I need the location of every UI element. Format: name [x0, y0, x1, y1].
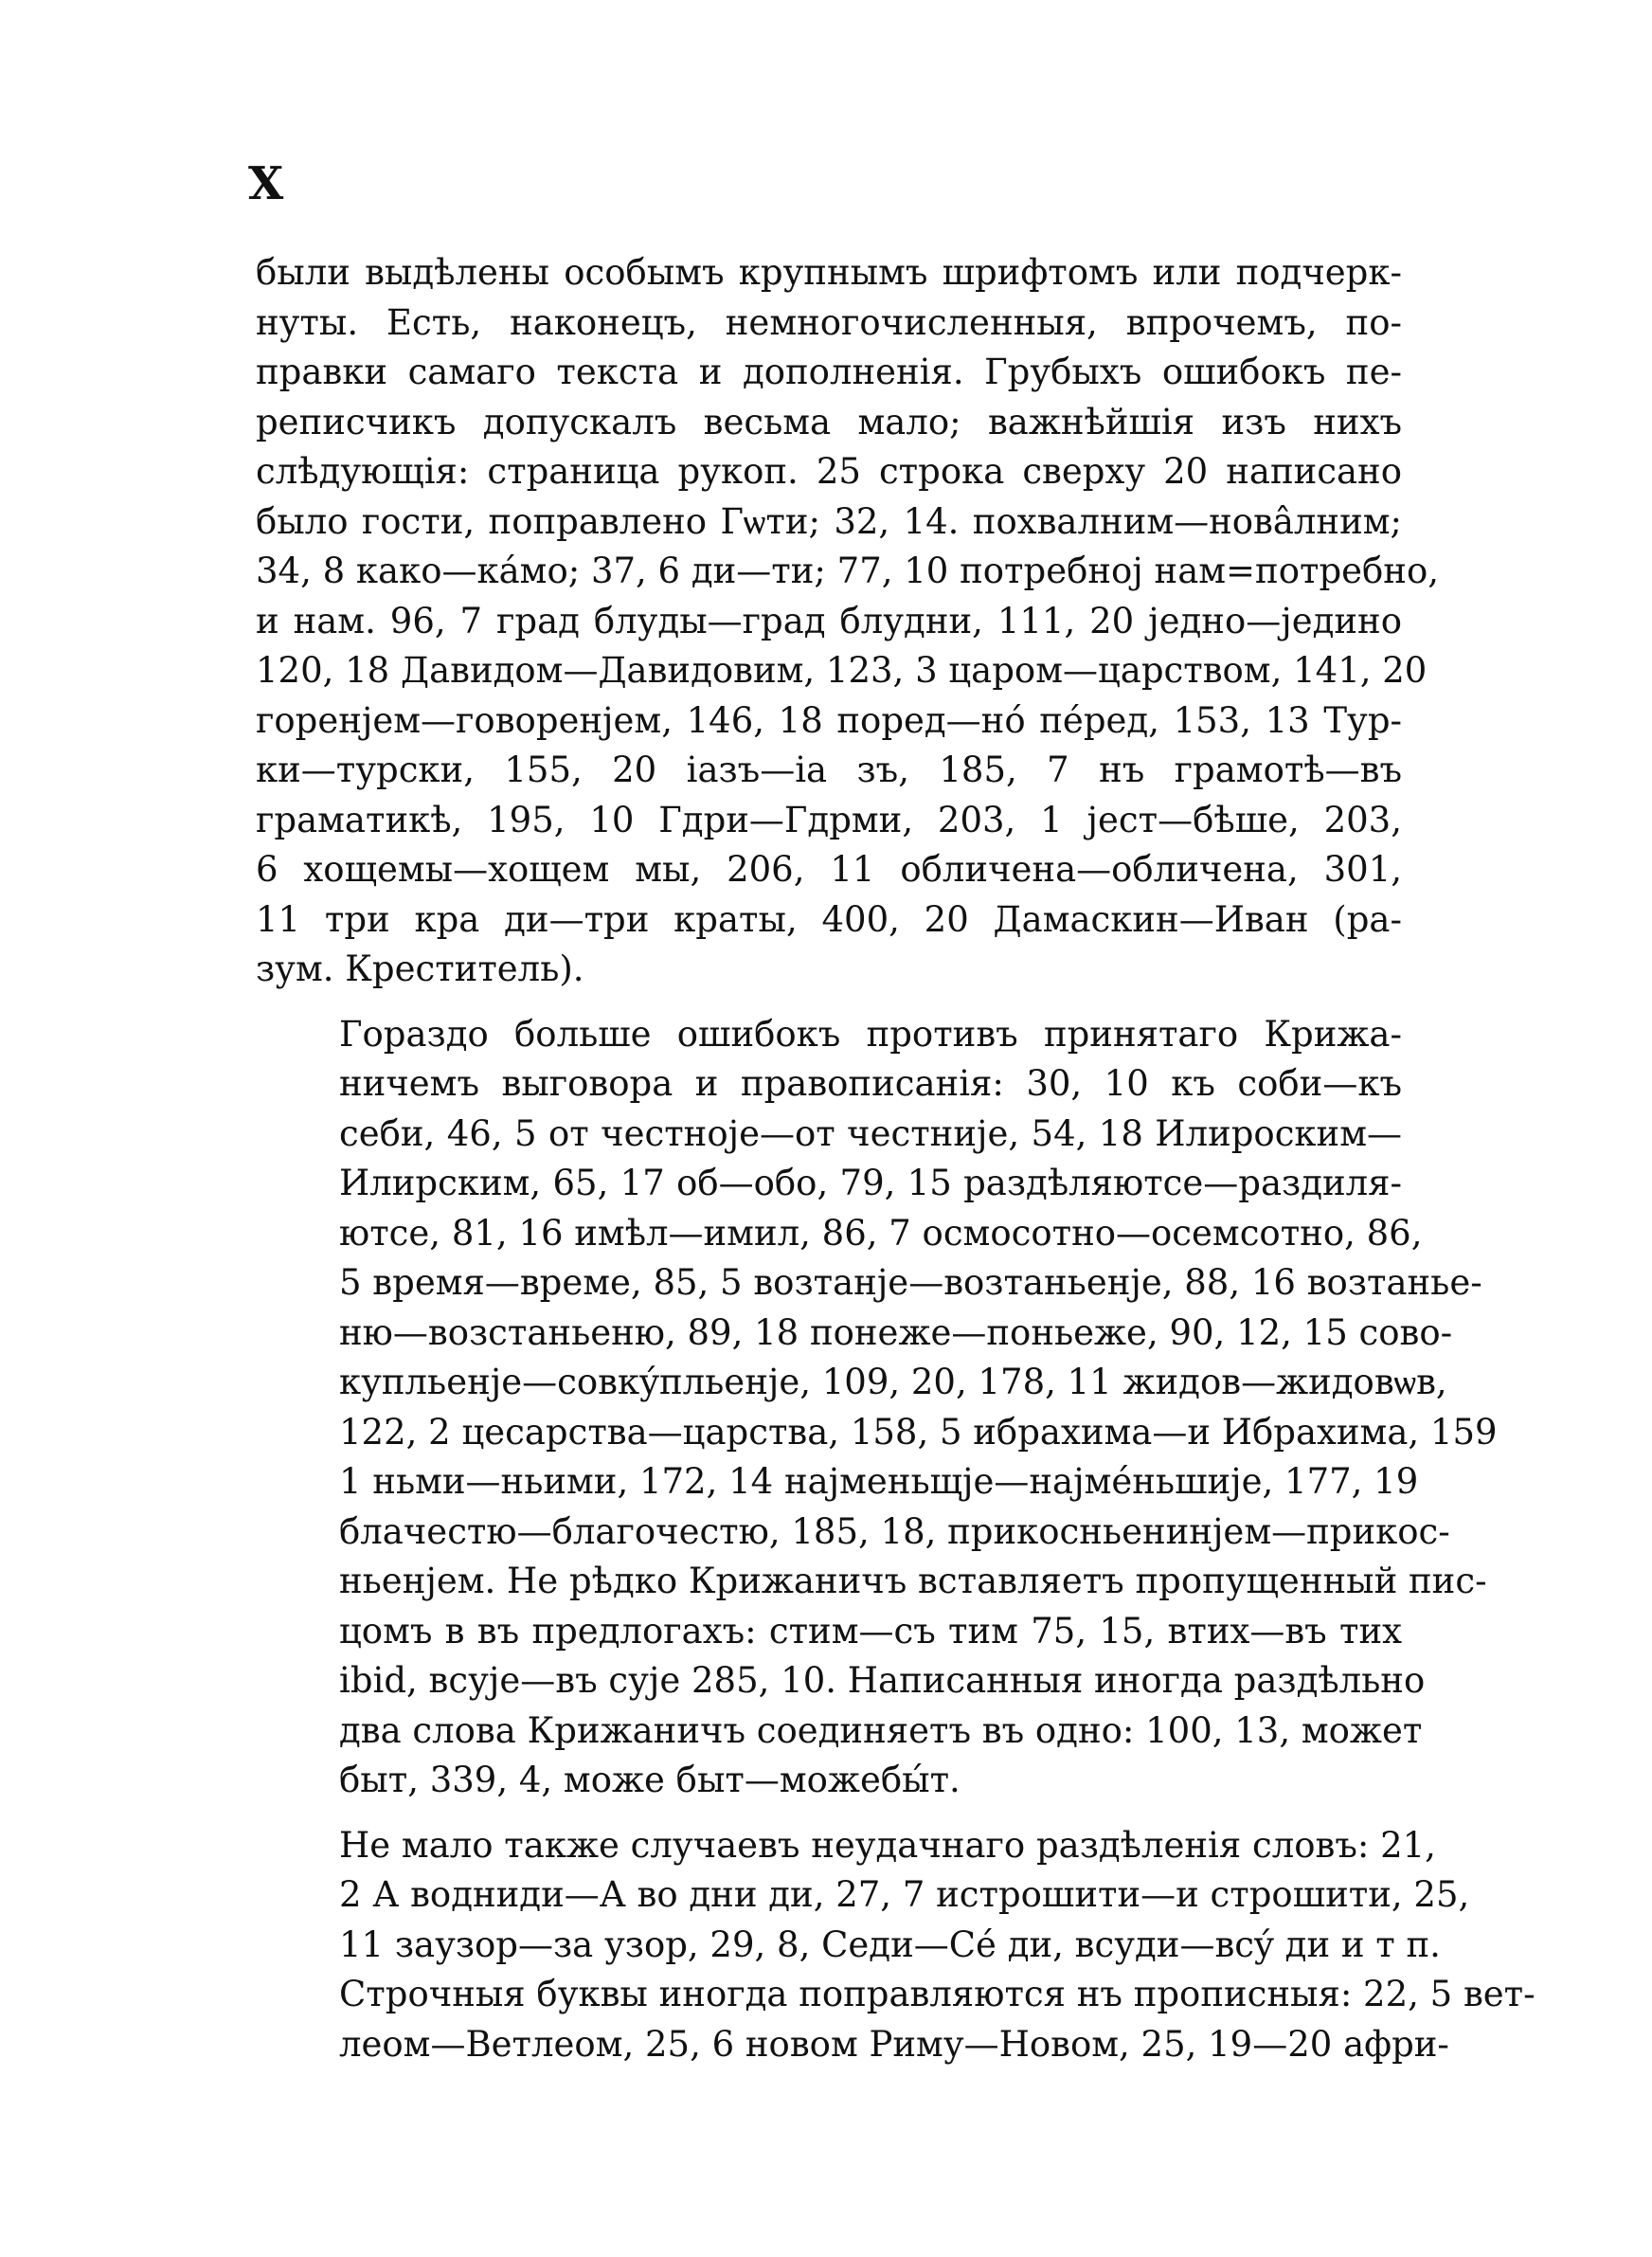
text-line: леом—Ветлеом, 25, 6 новом Риму—Новом, 25, 19—20 афри- — [339, 2023, 1449, 2065]
text-line: слѣдующія: страница рукоп. 25 строка сверху 20 написано — [256, 451, 1402, 492]
text-line: и нам. 96, 7 град блуды—град блудни, 111, 20 једно—једино — [256, 600, 1402, 641]
text-line: цомъ в въ предлогахъ: стим—съ тим 75, 15, втих—въ тих — [339, 1610, 1402, 1652]
text-line: два слова Крижаничъ соединяетъ въ одно: 100, 13, может — [339, 1709, 1423, 1751]
text-line: себи, 46, 5 от честноје—от честније, 54, 18 Илироским— — [339, 1112, 1402, 1154]
text-line: зум. Креститель). — [256, 948, 584, 989]
text-line: Илирским, 65, 17 об—обо, 79, 15 раздѣляютсе—раздиля- — [339, 1163, 1402, 1203]
text-line: ibid, всује—въ сује 285, 10. Написанныя иногда раздѣльно — [339, 1660, 1426, 1701]
text-line: ки—турски, 155, 20 іазъ—іа зъ, 185, 7 нъ грамотѣ—въ — [256, 749, 1402, 790]
text-line: 34, 8 како—кáмо; 37, 6 ди—ти; 77, 10 потребноj нам=потребно, — [256, 551, 1440, 591]
text-line: реписчикъ допускалъ весьма мало; важнѣйшія изъ нихъ — [256, 401, 1402, 442]
page-number: X — [248, 157, 284, 210]
text-line: граматикѣ, 195, 10 Гдри—Гдрми, 203, 1 јест—бѣше, 203, — [256, 799, 1402, 840]
text-line: блачестю—благочестю, 185, 18, прикосньенинјем—прикос- — [339, 1510, 1450, 1552]
text-line: 122, 2 цесарства—царства, 158, 5 ибрахима—и Ибрахима, 159 — [339, 1411, 1498, 1453]
text-line: 11 три кра ди—три краты, 400, 20 Дамаскин—Иван (ра- — [256, 898, 1402, 940]
text-line: ютсе, 81, 16 имѣл—имил, 86, 7 осмосотно—осемсотно, 86, — [339, 1212, 1423, 1254]
text-line: нуты. Есть, наконецъ, немногочисленныя, впрочемъ, по- — [256, 301, 1402, 343]
paragraph-2 — [256, 1010, 1498, 1806]
body-text — [256, 248, 1535, 2069]
text-line: купльенје—совкýпльенје, 109, 20, 178, 11 жидов—жидовѡв, — [339, 1362, 1447, 1402]
text-line: были выдѣлены особымъ крупнымъ шрифтомъ или подчерк- — [256, 252, 1402, 293]
text-line: горенjем—говоренjем, 146, 18 поред—нó пéред, 153, 13 Тур- — [256, 699, 1402, 741]
text-line: Строчныя буквы иногда поправляются нъ прописныя: 22, 5 вет- — [339, 1974, 1535, 2014]
text-line: 1 ньми—ньими, 172, 14 најменьщје—најмéньшије, 177, 19 — [339, 1461, 1419, 1502]
text-line: ничемъ выговора и правописанія: 30, 10 къ соби—къ — [339, 1063, 1402, 1104]
text-line: ню—возстаньеню, 89, 18 понеже—поньеже, 90, 12, 15 сово- — [339, 1311, 1453, 1353]
text-line: 120, 18 Давидом—Давидовим, 123, 3 царом—царством, 141, 20 — [256, 650, 1428, 691]
text-line: 6 хощемы—хощем мы, 206, 11 обличена—обличена, 301, — [256, 849, 1402, 890]
paragraph-1 — [256, 248, 1440, 995]
text-line: 5 время—време, 85, 5 возтанје—возтаньенје, 88, 16 возтанье- — [339, 1262, 1482, 1303]
text-line: было гости, поправлено Гѡти; 32, 14. похвалним—новâлним; — [256, 500, 1402, 542]
text-line: быт, 339, 4, може быт—можебы́т. — [339, 1760, 961, 1800]
text-line: Не мало также случаевъ неудачнаго раздѣленія словъ: 21, — [339, 1824, 1436, 1866]
text-line: ньенјем. Не рѣдко Крижаничъ вставляетъ пропущенный пис- — [339, 1561, 1487, 1601]
text-line: 2 А водниди—А во дни ди, 27, 7 истрошити—и строшити, 25, — [339, 1874, 1470, 1915]
text-line: Гораздо больше ошибокъ противъ принятаго Крижа- — [339, 1013, 1402, 1055]
text-line: 11 заузор—за узор, 29, 8, Седи—Сé ди, всуди—всý ди и т п. — [339, 1923, 1441, 1965]
paragraph-3 — [256, 1821, 1535, 2070]
text-line: правки самаго текста и дополненія. Грубыхъ ошибокъ пе- — [256, 352, 1402, 392]
